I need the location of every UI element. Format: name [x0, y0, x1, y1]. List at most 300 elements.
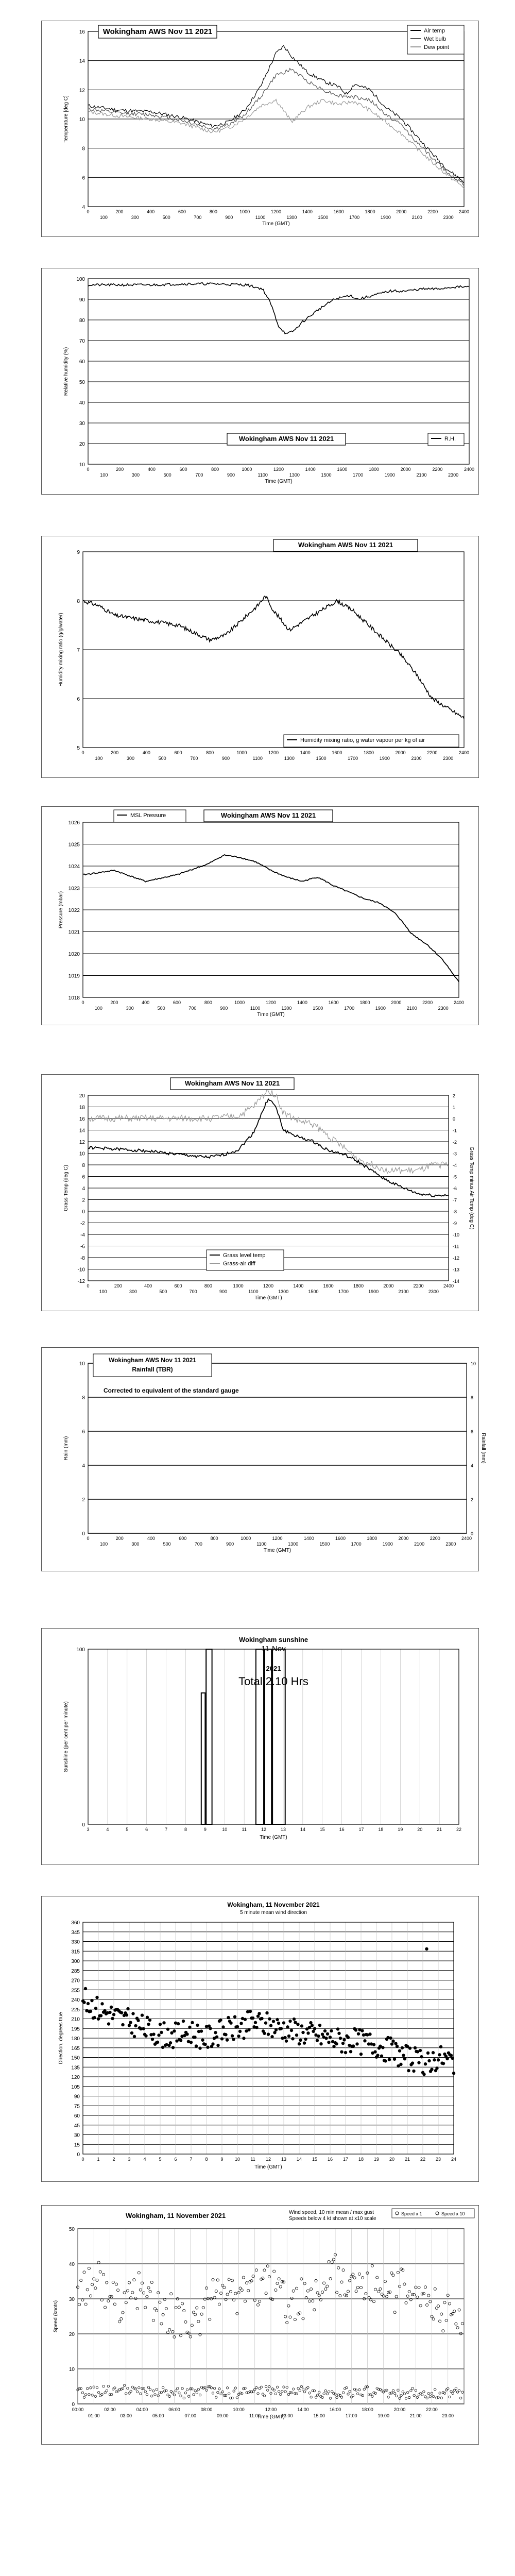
speed-x10-point: [329, 2277, 332, 2280]
speed-x10-point: [117, 2289, 119, 2292]
speed-x10-point: [352, 2273, 354, 2276]
chart-panel-temperature: [41, 21, 479, 237]
direction-point: [247, 2028, 250, 2031]
x-tick-label: 2100: [411, 756, 422, 761]
direction-point: [182, 2020, 185, 2023]
direction-point: [354, 2028, 357, 2031]
direction-point: [323, 2029, 327, 2032]
x-tick-label: 1400: [297, 1000, 307, 1005]
speed-x10-point: [175, 2306, 177, 2309]
x-tick-label: 600: [174, 1283, 182, 1289]
x-axis-label: Time (GMT): [260, 1835, 287, 1840]
chart-panel-wind-speed: [41, 2205, 479, 2445]
y-tick-label: 70: [79, 338, 85, 344]
direction-point: [151, 2038, 154, 2041]
speed-x10-point: [308, 2300, 311, 2302]
x-tick-label: 16: [339, 1827, 345, 1832]
x-tick-label: 19:00: [377, 2413, 390, 2418]
speed-x1-point: [220, 2393, 222, 2395]
x-tick-label: 2400: [443, 1283, 454, 1289]
direction-point: [216, 2044, 219, 2047]
y-tick-label: 1023: [68, 886, 80, 892]
speed-x1-point: [118, 2388, 121, 2391]
direction-point: [287, 2035, 290, 2038]
direction-point: [161, 2046, 164, 2049]
direction-point: [313, 2027, 316, 2030]
direction-point: [293, 2018, 296, 2021]
speed-x1-point: [461, 2391, 464, 2393]
speed-x10-point: [355, 2290, 357, 2293]
x-tick-label: 0: [87, 467, 90, 472]
direction-point: [198, 2046, 201, 2049]
sunshine-bar: [206, 1649, 212, 1824]
speed-x10-point: [226, 2293, 229, 2296]
y-tick-label: 20: [79, 442, 85, 447]
speed-x10-point: [339, 2294, 341, 2297]
speed-x1-point: [308, 2392, 311, 2394]
x-tick-label: 02:00: [104, 2407, 116, 2412]
x-tick-label: 1300: [289, 472, 300, 478]
speed-x10-point: [165, 2307, 167, 2310]
speed-x10-point: [461, 2322, 464, 2325]
speed-x10-point: [241, 2289, 243, 2292]
speed-x10-point: [340, 2281, 343, 2283]
x-tick-label: 1100: [250, 1006, 261, 1011]
direction-point: [94, 2007, 97, 2010]
speed-x10-point: [136, 2307, 139, 2310]
speed-x10-point: [220, 2292, 222, 2295]
x-tick-label: 17: [358, 1827, 364, 1832]
speed-x1-point: [218, 2388, 220, 2390]
speed-x1-point: [231, 2397, 233, 2399]
speed-x10-point: [323, 2282, 325, 2284]
y2-tick-label: 8: [471, 1395, 474, 1400]
speed-x10-point: [397, 2271, 399, 2274]
y-tick-label: 7: [77, 648, 80, 653]
speed-x10-point: [419, 2304, 422, 2307]
x-tick-label: 2400: [458, 209, 470, 214]
x-tick-label: 20:00: [393, 2407, 406, 2412]
speed-x1-point: [329, 2397, 331, 2399]
legend: [392, 2209, 474, 2218]
speed-x1-point: [315, 2396, 317, 2398]
speed-x10-point: [244, 2300, 246, 2302]
speed-x10-point: [377, 2290, 380, 2293]
chart-panel-humidity: [41, 268, 479, 495]
x-tick-label: 23:00: [442, 2413, 454, 2418]
speed-x1-point: [358, 2388, 360, 2391]
direction-point: [324, 2037, 328, 2040]
x-tick-label: 1300: [286, 215, 297, 220]
chart-title: Wokingham AWS Nov 11 2021: [184, 1079, 280, 1087]
speed-x10-point: [120, 2317, 123, 2320]
x-tick-label: 700: [190, 756, 198, 761]
direction-point: [191, 2021, 194, 2024]
speed-x10-point: [445, 2319, 448, 2321]
y-tick-label: 285: [71, 1968, 80, 1974]
direction-point: [435, 2066, 438, 2070]
y-tick-label: 16: [79, 1116, 85, 1122]
speed-x1-point: [396, 2395, 398, 2397]
speed-x10-point: [287, 2304, 290, 2307]
y-tick-label: 10: [79, 1361, 85, 1367]
direction-point: [190, 2041, 193, 2044]
x-tick-label: 400: [142, 1000, 150, 1005]
speed-x1-point: [154, 2394, 156, 2396]
direction-point: [339, 2037, 342, 2040]
direction-point: [268, 2018, 271, 2021]
y2-tick-label: 6: [471, 1429, 474, 1434]
direction-point: [303, 2041, 306, 2044]
y-tick-label: 8: [82, 1395, 85, 1401]
speed-x10-point: [246, 2282, 248, 2284]
speed-x10-point: [139, 2289, 142, 2291]
direction-point: [352, 2044, 355, 2047]
y-tick-label: 1020: [68, 952, 80, 957]
y-tick-label: 40: [79, 400, 85, 406]
direction-point: [427, 2059, 431, 2062]
y-tick-label: 240: [71, 1997, 80, 2003]
direction-point: [451, 2057, 454, 2060]
x-tick-label: 1800: [363, 750, 374, 755]
speed-x10-point: [194, 2313, 197, 2316]
y-tick-label: 16: [79, 29, 85, 35]
y2-tick-label: -10: [453, 1232, 460, 1238]
direction-point: [142, 2027, 145, 2030]
x-tick-label: 900: [220, 1006, 228, 1011]
x-tick-label: 15:00: [313, 2413, 325, 2418]
speed-x10-point: [213, 2296, 216, 2299]
wind-speed-chart: [42, 2206, 478, 2444]
speed-x10-point: [216, 2279, 219, 2281]
speed-x10-point: [215, 2290, 217, 2292]
direction-point: [95, 1996, 98, 1999]
speed-x1-point: [400, 2394, 402, 2396]
series-group: [88, 1089, 449, 1197]
direction-point: [237, 2035, 240, 2038]
direction-point: [445, 2057, 449, 2060]
legend-label: Speed x 10: [441, 2211, 465, 2216]
y-tick-label: 1025: [68, 842, 80, 848]
direction-point: [285, 2039, 288, 2042]
y-tick-label: 80: [79, 318, 85, 324]
speed-x10-point: [153, 2308, 156, 2310]
speed-x1-point: [390, 2392, 392, 2394]
y-tick-label: 6: [77, 697, 80, 702]
direction-point: [267, 2032, 270, 2036]
y-tick-label: 15: [74, 2142, 80, 2148]
speed-x10-point: [231, 2279, 233, 2282]
speed-x10-point: [147, 2286, 150, 2289]
speed-x1-point: [363, 2388, 365, 2390]
speed-x10-point: [178, 2306, 180, 2309]
y-tick-label: 8: [82, 146, 85, 152]
speed-x10-point: [225, 2298, 227, 2301]
grass-temp-chart: [42, 1075, 478, 1310]
speed-x10-point: [168, 2328, 171, 2331]
x-tick-label: 800: [209, 209, 217, 214]
y2-tick-label: 1: [453, 1105, 456, 1110]
series-line: [88, 1099, 449, 1197]
x-tick-label: 11: [250, 2157, 255, 2162]
speed-x1-point: [146, 2394, 148, 2396]
speed-x1-point: [101, 2393, 103, 2395]
direction-point: [128, 2024, 131, 2027]
x-tick-label: 200: [111, 750, 119, 755]
direction-point: [299, 2039, 302, 2042]
x-tick-label: 23: [435, 2157, 441, 2162]
speed-x10-point: [143, 2292, 145, 2294]
direction-point: [437, 2058, 440, 2061]
speed-x10-point: [159, 2301, 161, 2303]
y-tick-label: 225: [71, 2007, 80, 2013]
speed-x10-point: [115, 2283, 117, 2285]
speed-x10-point: [332, 2258, 335, 2261]
speed-x10-point: [218, 2303, 220, 2306]
speed-x1-point: [144, 2391, 146, 2393]
speed-x1-point: [225, 2394, 227, 2396]
direction-point: [215, 2036, 218, 2039]
direction-point: [169, 2041, 172, 2044]
legend: [114, 810, 186, 822]
x-tick-label: 1400: [302, 209, 313, 214]
speed-x1-point: [87, 2387, 89, 2389]
direction-point: [340, 2050, 343, 2053]
speed-x10-point: [259, 2300, 261, 2302]
speed-x10-point: [202, 2307, 204, 2309]
x-tick-label: 10: [234, 2157, 241, 2162]
speed-x10-point: [406, 2295, 409, 2297]
x-tick-label: 11: [242, 1827, 247, 1832]
x-tick-label: 300: [131, 472, 140, 478]
direction-point: [430, 2067, 433, 2071]
temperature-chart: [42, 21, 478, 236]
direction-point: [100, 2002, 104, 2005]
speed-x10-point: [371, 2264, 373, 2267]
x-tick-label: 1700: [344, 1006, 355, 1011]
y2-tick-label: 4: [471, 1463, 474, 1468]
direction-point: [327, 2041, 330, 2044]
direction-point: [306, 2031, 310, 2035]
x-tick-label: 600: [178, 209, 186, 214]
speed-x10-point: [146, 2295, 148, 2298]
x-tick-label: 03:00: [120, 2413, 132, 2418]
x-tick-label: 08:00: [200, 2407, 213, 2412]
x-tick-label: 100: [99, 215, 108, 220]
speed-x10-point: [89, 2295, 92, 2297]
direction-point: [426, 2052, 430, 2055]
direction-point: [298, 2042, 301, 2045]
direction-point: [402, 2054, 405, 2057]
x-tick-label: 2200: [422, 1000, 433, 1005]
x-tick-label: 1700: [349, 215, 360, 220]
speed-x10-point: [324, 2287, 327, 2290]
speed-x1-point: [268, 2385, 270, 2387]
y-axis-label: Rain (mm): [63, 1436, 69, 1461]
direction-point: [347, 2036, 350, 2039]
direction-point: [359, 2053, 363, 2056]
x-tick-label: 200: [115, 1536, 124, 1541]
direction-point: [162, 2021, 165, 2024]
x-tick-label: 1000: [241, 1536, 251, 1541]
legend-label: Air temp: [424, 28, 445, 34]
y-tick-label: 360: [71, 1920, 80, 1926]
x-tick-label: 17: [342, 2157, 349, 2162]
legend: [407, 25, 464, 54]
chart-panel-pressure: [41, 806, 479, 1025]
speed-x10-point: [252, 2275, 254, 2278]
x-tick-label: 2100: [416, 472, 427, 478]
speed-x10-point: [303, 2282, 306, 2285]
y-tick-label: 300: [71, 1959, 80, 1964]
direction-point: [363, 2039, 366, 2042]
direction-point: [407, 2069, 410, 2072]
speed-x10-point: [170, 2293, 173, 2295]
y-tick-label: 10: [79, 1151, 85, 1157]
speed-x10-point: [123, 2292, 126, 2294]
x-tick-label: 2: [112, 2157, 115, 2162]
x-tick-label: 800: [210, 1536, 218, 1541]
speed-x10-point: [84, 2303, 87, 2306]
speed-x1-point: [171, 2392, 174, 2394]
speed-x1-point: [421, 2394, 423, 2396]
x-tick-label: 700: [194, 215, 202, 220]
direction-point: [185, 2032, 188, 2036]
direction-point: [420, 2055, 423, 2058]
speed-x1-point: [349, 2390, 351, 2392]
x-axis-label: Time (GMT): [257, 2414, 285, 2420]
speed-x10-point: [416, 2296, 419, 2298]
direction-point: [239, 2022, 243, 2025]
x-tick-label: 2000: [391, 1000, 402, 1005]
speed-x1-point: [213, 2387, 215, 2389]
x-tick-label: 9: [220, 2157, 224, 2162]
speed-x10-point: [453, 2310, 456, 2313]
speed-x10-point: [247, 2290, 250, 2292]
x-tick-label: 17:00: [345, 2413, 357, 2418]
speed-x1-point: [233, 2390, 235, 2392]
y2-tick-label: -3: [453, 1151, 457, 1157]
x-tick-label: 1700: [338, 1289, 349, 1294]
direction-point: [296, 2023, 299, 2026]
speed-x10-point: [262, 2277, 264, 2280]
speed-x1-point: [90, 2387, 92, 2389]
y2-tick-label: 0: [453, 1116, 456, 1122]
x-tick-label: 1600: [332, 750, 342, 755]
legend-label: R.H.: [444, 436, 456, 442]
x-axis-label: Time (GMT): [265, 479, 293, 484]
y-tick-label: 60: [79, 359, 85, 365]
speed-x1-point: [196, 2392, 198, 2394]
x-tick-label: 900: [221, 756, 230, 761]
direction-point: [255, 2026, 258, 2029]
x-tick-label: 900: [226, 1541, 234, 1547]
direction-point: [419, 2049, 422, 2052]
speed-x10-point: [229, 2290, 232, 2293]
speed-x10-point: [181, 2302, 184, 2305]
y-axis-label: Sunshine (per cent per minute): [63, 1701, 69, 1772]
x-tick-label: 1900: [375, 1006, 386, 1011]
speed-x1-point: [299, 2389, 301, 2392]
y-tick-label: 45: [74, 2123, 80, 2129]
x-tick-label: 400: [147, 1536, 156, 1541]
speed-x10-point: [321, 2291, 323, 2294]
x-tick-label: 1400: [293, 1283, 304, 1289]
axes-group: [63, 277, 474, 484]
speed-x1-point: [408, 2396, 410, 2398]
chart-subtitle: 5 minute mean wind direction: [239, 1910, 307, 1916]
x-tick-label: 21: [437, 1827, 442, 1832]
chart-subtitle: Rainfall (TBR): [132, 1366, 173, 1373]
x-tick-label: 3: [128, 2157, 131, 2162]
speed-x10-point: [88, 2267, 90, 2269]
x-tick-label: 500: [163, 1541, 171, 1547]
speed-x1-point: [162, 2386, 164, 2388]
speed-x1-point: [165, 2389, 167, 2392]
speed-x10-point: [443, 2301, 446, 2304]
direction-point: [159, 2023, 162, 2026]
speed-x1-point: [326, 2393, 328, 2395]
y-tick-label: 270: [71, 1978, 80, 1984]
speed-x1-point: [175, 2389, 177, 2392]
x-tick-label: 100: [99, 1289, 107, 1294]
speed-x10-point: [349, 2279, 351, 2282]
x-tick-label: 1500: [316, 756, 327, 761]
speed-x10-point: [315, 2279, 317, 2282]
direction-point: [274, 2028, 278, 2031]
speed-x10-point: [408, 2290, 410, 2293]
y-tick-label: 30: [74, 2132, 80, 2139]
speed-x1-point: [140, 2393, 142, 2395]
x-tick-label: 600: [179, 1536, 187, 1541]
legend: [428, 433, 464, 446]
direction-point: [318, 2024, 321, 2027]
y2-tick-label: 2: [471, 1497, 474, 1502]
x-tick-label: 1500: [318, 215, 329, 220]
speed-x1-point: [411, 2387, 414, 2389]
x-tick-label: 500: [162, 215, 170, 220]
y-tick-label: 180: [71, 2036, 80, 2042]
speed-x1-point: [381, 2390, 383, 2392]
legend: [207, 1250, 284, 1270]
direction-point: [214, 2031, 217, 2034]
x-tick-label: 200: [116, 467, 124, 472]
direction-point: [390, 2042, 393, 2045]
direction-point: [121, 2023, 124, 2026]
speed-x1-point: [342, 2392, 344, 2394]
chart-title: Wokingham AWS Nov 11 2021: [108, 1357, 197, 1364]
speed-x10-point: [312, 2300, 314, 2302]
x-tick-label: 300: [126, 1006, 134, 1011]
direction-point: [203, 2043, 207, 2046]
x-tick-label: 1500: [321, 472, 332, 478]
x-tick-label: 1800: [367, 1536, 377, 1541]
speed-x1-point: [209, 2385, 211, 2387]
speed-x10-point: [200, 2313, 203, 2315]
x-tick-label: 1800: [368, 467, 380, 472]
speed-x1-point: [281, 2390, 283, 2392]
speed-x10-point: [374, 2288, 377, 2291]
speed-x10-point: [427, 2294, 430, 2297]
speed-x10-point: [276, 2282, 279, 2284]
y-tick-label: 1022: [68, 908, 80, 913]
direction-point: [344, 2051, 347, 2054]
speed-x10-point: [179, 2334, 182, 2337]
speed-x1-point: [276, 2386, 278, 2388]
humidity-chart: [42, 268, 478, 494]
speed-x1-point: [130, 2390, 132, 2392]
sunshine-chart: [42, 1629, 478, 1864]
